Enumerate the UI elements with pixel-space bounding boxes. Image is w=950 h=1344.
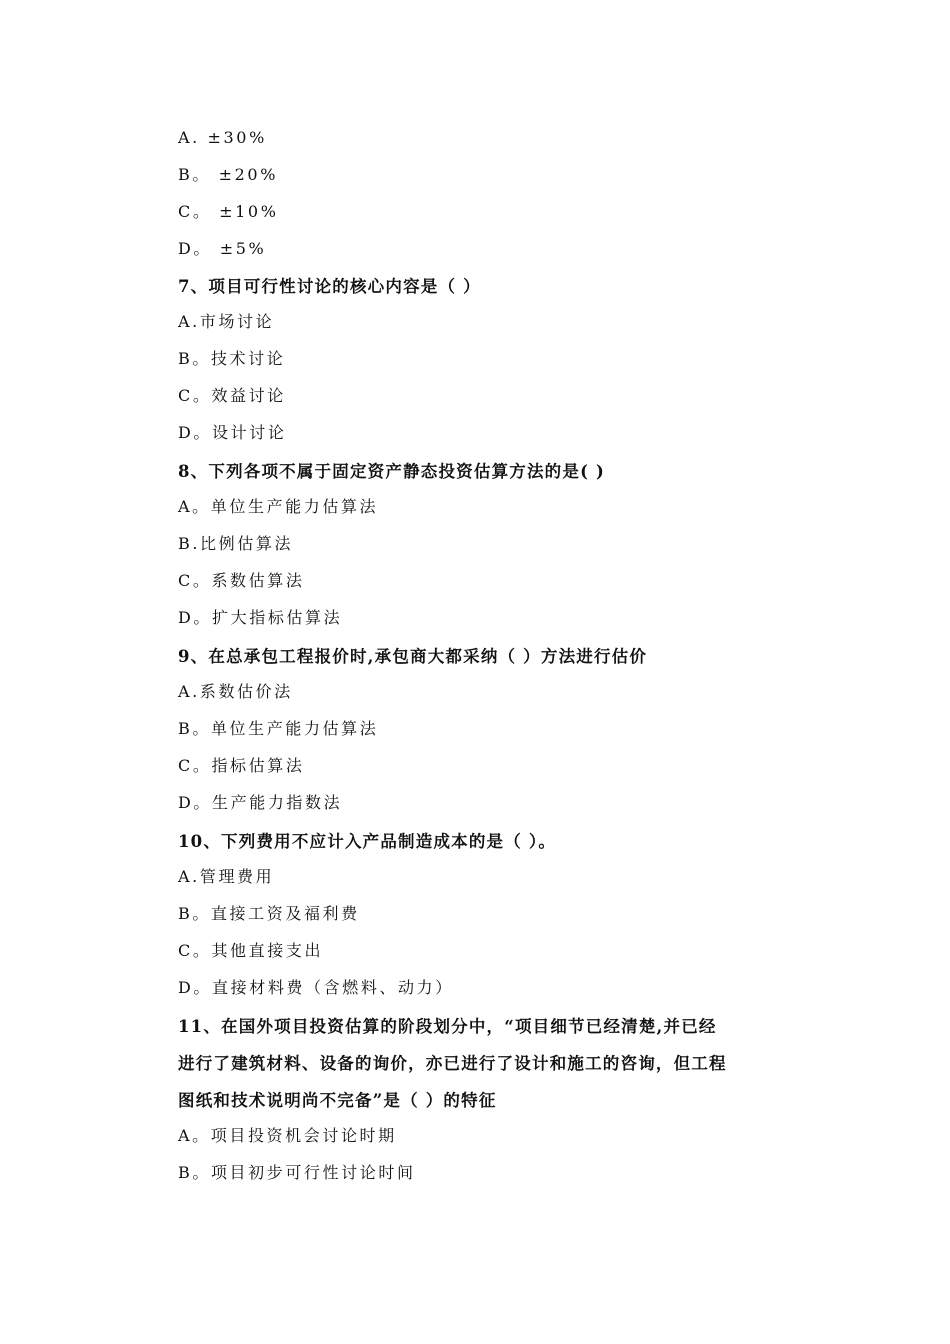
q10-title: 10、下列费用不应计入产品制造成本的是（ ）。 [178, 832, 557, 851]
q11-title-line-2: 进行了建筑材料、设备的询价，亦已进行了设计和施工的咨询，但工程 [178, 1054, 727, 1073]
q7-option-d: D。设计讨论 [178, 423, 287, 442]
q8-title: 8、下列各项不属于固定资产静态投资估算方法的是( ) [178, 462, 606, 481]
q10-option-d: D。直接材料费（含燃料、动力） [178, 978, 454, 997]
q6-option-b: B。 ±20% [178, 165, 279, 184]
q9-option-d: D。生产能力指数法 [178, 793, 343, 812]
q7-option-c: C。效益讨论 [178, 386, 286, 405]
q9-option-b: B。单位生产能力估算法 [178, 719, 379, 738]
q8-option-a: A。单位生产能力估算法 [178, 497, 379, 516]
q6-option-a: A. ±30% [178, 128, 267, 147]
q7-option-b: B。技术讨论 [178, 349, 286, 368]
q11-title-line-1: 11、在国外项目投资估算的阶段划分中，“项目细节已经清楚,并已经 [178, 1017, 717, 1036]
q9-title: 9、在总承包工程报价时,承包商大都采纳（ ）方法进行估价 [178, 647, 648, 666]
q10-option-b: B。直接工资及福利费 [178, 904, 360, 923]
q8-option-b: B.比例估算法 [178, 534, 294, 553]
q7-option-a: A.市场讨论 [178, 312, 275, 331]
q11-option-b: B。项目初步可行性讨论时间 [178, 1163, 416, 1182]
q8-option-c: C。系数估算法 [178, 571, 305, 590]
q10-option-a: A.管理费用 [178, 867, 275, 886]
q7-title: 7、项目可行性讨论的核心内容是（ ） [178, 277, 481, 296]
q8-option-d: D。扩大指标估算法 [178, 608, 343, 627]
q10-option-c: C。其他直接支出 [178, 941, 324, 960]
q6-option-d: D。 ±5% [178, 239, 267, 258]
q11-option-a: A。项目投资机会讨论时期 [178, 1126, 397, 1145]
q9-option-c: C。指标估算法 [178, 756, 305, 775]
q9-option-a: A.系数估价法 [178, 682, 293, 701]
q6-option-c: C。 ±10% [178, 202, 279, 221]
q11-title-line-3: 图纸和技术说明尚不完备”是（ ）的特征 [178, 1091, 497, 1110]
